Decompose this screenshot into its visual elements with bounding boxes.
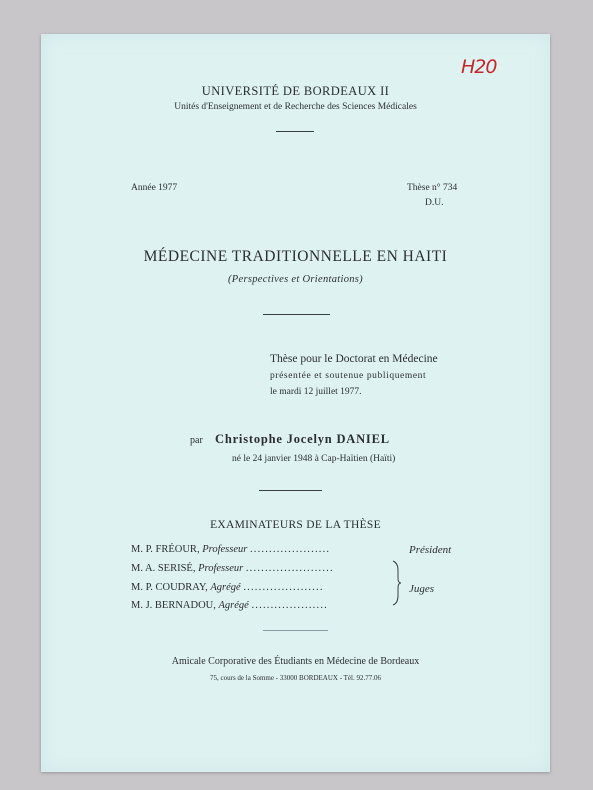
- thesis-cover: [41, 34, 550, 772]
- president-label: Président: [409, 544, 452, 556]
- examiner-row: M. A. SERISÉ, Professeur .......................: [131, 563, 334, 574]
- handwritten-annotation: H20: [461, 56, 497, 78]
- examiner-row: M. P. FRÉOUR, Professeur .....................: [131, 544, 331, 555]
- submission-line-2: présentée et soutenue publiquement: [270, 371, 427, 381]
- divider: [259, 490, 322, 491]
- publisher-name: Amicale Corporative des Étudiants en Médecine de Bordeaux: [171, 656, 420, 667]
- divider: [263, 314, 330, 315]
- thesis-title: MÉDECINE TRADITIONNELLE EN HAITI: [143, 248, 448, 265]
- divider: [276, 131, 314, 132]
- thesis-number: Thèse n° 734: [407, 183, 458, 193]
- examiner-row: M. J. BERNADOU, Agrégé ....................: [131, 600, 328, 611]
- submission-line-3: le mardi 12 juillet 1977.: [270, 387, 362, 397]
- author-name: Christophe Jocelyn DANIEL: [215, 432, 390, 446]
- university-unit: Unités d'Enseignement et de Recherche des Sciences Médicales: [174, 102, 417, 112]
- divider: [263, 630, 328, 631]
- author-prefix: par: [190, 435, 203, 446]
- publisher-address: 75, cours de la Somme - 33000 BORDEAUX - Tél. 92.77.06: [210, 674, 381, 682]
- thesis-subtitle: (Perspectives et Orientations): [228, 274, 363, 285]
- year-label: Année 1977: [131, 183, 178, 193]
- brace-icon: [390, 560, 402, 606]
- examiners-heading: EXAMINATEURS DE LA THÈSE: [210, 519, 381, 531]
- submission-line-1: Thèse pour le Doctorat en Médecine: [270, 353, 438, 365]
- examiner-row: M. P. COUDRAY, Agrégé .....................: [131, 582, 324, 593]
- author-birth: né le 24 janvier 1948 à Cap-Haïtien (Haïti): [232, 454, 396, 464]
- university-name: UNIVERSITÉ DE BORDEAUX II: [201, 84, 390, 98]
- judges-label: Juges: [409, 583, 435, 595]
- du-label: D.U.: [425, 198, 444, 208]
